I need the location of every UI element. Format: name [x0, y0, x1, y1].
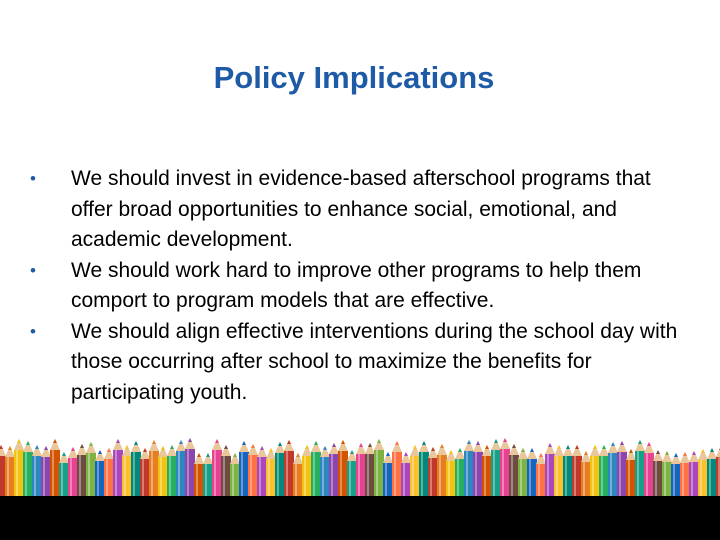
pencil-icon	[554, 445, 564, 498]
pencil-icon	[104, 448, 114, 498]
pencil-icon	[356, 443, 366, 498]
pencil-icon	[590, 445, 600, 498]
bullet-icon: •	[30, 321, 36, 341]
pencil-icon	[59, 452, 69, 498]
bullet-item	[30, 256, 690, 317]
pencil-icon	[338, 440, 348, 498]
pencil-icon	[293, 453, 303, 498]
pencil-icon	[671, 453, 681, 498]
pencil-icon	[113, 439, 123, 498]
pencil-icon	[419, 441, 429, 498]
pencil-icon	[464, 440, 474, 498]
pencil-icon	[392, 441, 402, 498]
pencil-icon	[131, 441, 141, 498]
pencil-icon	[230, 453, 240, 498]
pencil-icon	[149, 440, 159, 498]
pencil-icon	[617, 441, 627, 498]
pencil-icon	[383, 452, 393, 498]
pencil-icon	[221, 445, 231, 498]
pencil-icon	[320, 446, 330, 498]
bullet-icon: •	[30, 169, 36, 188]
pencil-icon	[626, 449, 636, 498]
pencil-icon	[446, 450, 456, 498]
pencil-icon	[527, 448, 537, 498]
pencil-icon	[140, 448, 150, 498]
pencil-icon	[347, 450, 357, 498]
pencil-icon	[662, 451, 672, 498]
pencil-icon	[185, 438, 195, 498]
pencil-icon	[275, 442, 285, 498]
colored-pencils-decoration	[0, 436, 720, 498]
pencil-icon	[500, 438, 510, 498]
pencil-icon	[635, 440, 645, 498]
pencil-icon	[374, 439, 384, 498]
bullet-text: We should invest in evidence-based afterschool programs that offer broad opportunities to enhance social, emotional, and academic development.	[71, 167, 651, 251]
pencil-icon	[536, 453, 546, 498]
pencil-icon	[284, 440, 294, 498]
pencil-icon	[302, 445, 312, 498]
pencil-icon	[203, 453, 213, 498]
pencil-icon	[32, 445, 42, 498]
pencil-icon	[329, 443, 339, 498]
pencil-icon	[311, 441, 321, 498]
pencil-icon	[653, 450, 663, 498]
pencil-icon	[644, 442, 654, 498]
pencil-icon	[365, 443, 375, 498]
pencil-icon	[95, 450, 105, 498]
pencil-icon	[5, 446, 15, 498]
bullet-list	[30, 164, 690, 408]
pencil-icon	[176, 440, 186, 498]
pencil-icon	[599, 445, 609, 498]
pencil-icon	[68, 447, 78, 498]
pencil-icon	[77, 444, 87, 498]
pencil-icon	[509, 444, 519, 498]
pencil-icon	[14, 439, 24, 498]
pencil-icon	[716, 446, 720, 498]
pencil-icon	[572, 445, 582, 498]
pencil-icon	[482, 445, 492, 498]
pencil-icon	[689, 451, 699, 498]
pencil-icon	[473, 441, 483, 498]
pencil-icon	[680, 452, 690, 498]
pencil-icon	[239, 441, 249, 498]
pencil-icon	[401, 452, 411, 498]
pencil-icon	[518, 448, 528, 498]
pencil-icon	[167, 445, 177, 498]
pencil-icon	[23, 441, 33, 498]
pencil-icon	[122, 445, 132, 498]
pencil-icon	[50, 439, 60, 498]
slide-title: Policy Implications	[213, 60, 495, 95]
bullet-text: We should align effective interventions during the school day with those occurring after school to maximize the benefits for participating youth.	[71, 319, 678, 404]
pencil-icon	[698, 449, 708, 498]
pencil-icon	[608, 442, 618, 498]
bullet-icon: •	[30, 260, 36, 280]
pencil-icon	[410, 445, 420, 498]
pencil-icon	[437, 444, 447, 498]
bullet-item	[30, 317, 690, 409]
pencil-icon	[212, 439, 222, 498]
footer-bar	[0, 496, 720, 540]
pencil-icon	[455, 448, 465, 498]
pencil-icon	[428, 447, 438, 498]
pencil-icon	[266, 448, 276, 498]
pencil-icon	[41, 446, 51, 498]
pencil-icon	[581, 451, 591, 498]
pencil-icon	[491, 439, 501, 498]
pencil-icon	[257, 446, 267, 498]
pencil-icon	[545, 443, 555, 498]
bullet-item	[30, 164, 690, 256]
bullet-text: We should work hard to improve other programs to help them comport to program models that are effective.	[71, 258, 642, 312]
pencil-icon	[248, 444, 258, 498]
pencil-icon	[86, 442, 96, 498]
pencil-icon	[194, 453, 204, 498]
pencil-icon	[707, 448, 717, 498]
pencil-icon	[158, 446, 168, 498]
pencil-icon	[563, 445, 573, 498]
